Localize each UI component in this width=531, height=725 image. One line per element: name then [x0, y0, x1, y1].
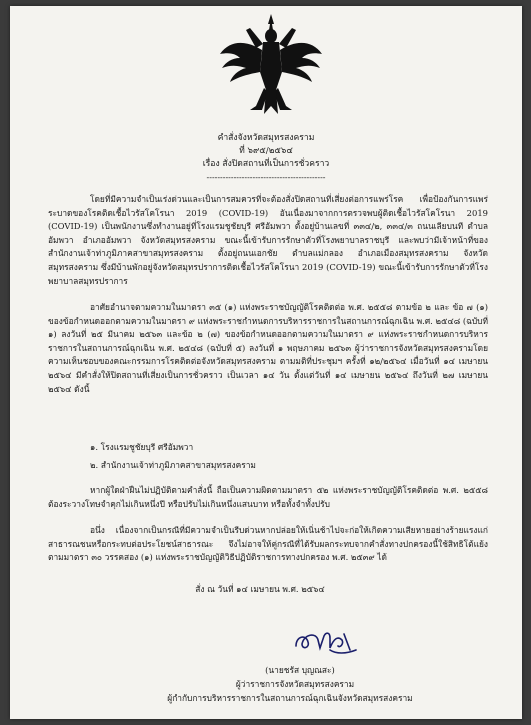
- paragraph-2: อาศัยอำนาจตามความในมาตรา ๓๕ (๑) แห่งพระราชบัญญัติโรคติดต่อ พ.ศ. ๒๕๕๘ ตามข้อ ๒ และ ข้อ ๗ (๑) ของข้อกำหนดออกตามความในมาตรา ๙ แห่งพระราชกำหนดการบริหารราชการในสถานการณ์ฉุกเฉิน พ.ศ. ๒๕๔๘ (ฉบับที่ ๑) ลงวันที่ ๒๕ มีนาคม ๒๕๖๓ และข้อ ๒ (๗) ของข้อกำหนดออกตามความในมาตรา ๙ แห่งพระราชกำหนดการบริหารราชการในสถานการณ์ฉุกเฉิน พ.ศ. ๒๕๔๘ (ฉบับที่ ๕) ลงวันที่ ๑ พฤษภาคม ๒๕๖๓ ผู้ว่าราชการจังหวัดสมุทรสงครามโดยความเห็นชอบของคณะกรรมการโรคติดต่อจังหวัดสมุทรสงคราม ตามมติที่ประชุมฯ ครั้งที่ ๑๒/๒๕๖๔ เมื่อวันที่ ๑๔ เมษายน ๒๕๖๔ มีคำสั่งให้ปิดสถานที่เสี่ยงเป็นการชั่วคราว เป็นเวลา ๑๔ วัน ตั้งแต่วันที่ ๑๔ เมษายน ๒๕๖๔ ถึงวันที่ ๒๗ เมษายน ๒๕๖๔ ดังนี้: [48, 302, 488, 394]
- order-title: คำสั่งจังหวัดสมุทรสงคราม: [217, 133, 315, 143]
- signatory-position: ผู้ว่าราชการจังหวัดสมุทรสงคราม: [235, 679, 355, 689]
- order-number: ที่ ๖๙๕/๒๕๖๔: [239, 146, 293, 156]
- paragraph-1: โดยที่มีความจำเป็นเร่งด่วนและเป็นการสมควรที่จะต้องสั่งปิดสถานที่เสี่ยงต่อการแพร่โรค เพื่อป้องกันการแพร่ระบาดของโรคติดเชื้อไวรัสโคโรนา 2019 (COVID-19) อันเนื่องมาจากการตรวจพบผู้ติดเชื้อไวรัสโคโรนา 2019 (COVID-19) เป็นพนักงานซึ่งทำงานอยู่ที่โรงแรมชูชัยบุรี ศรีอัมพวา ตั้งอยู่บ้านเลขที่ ๓๓๔/๒, ๓๓๔/๓ ถนนเลียบนที ตำบลอัมพวา อำเภออัมพวา จังหวัดสมุทรสงคราม ขณะนี้เข้ารับการรักษาตัวที่โรงพยาบาลราชบุรี และพบว่ามีเจ้าหน้าที่ของสำนักงานเจ้าท่าภูมิภาคสาขาสมุทรสงคราม ตั้งอยู่ถนนเอกชัย ตำบลแม่กลอง อำเภอเมืองสมุทรสงคราม จังหวัดสมุทรสงคราม ซึ่งมีบ้านพักอยู่จังหวัดสมุทรปราการติดเชื้อไวรัสโคโรนา 2019 (COVID-19) ขณะนี้เข้ารับการรักษาตัวที่โรงพยาบาลสมุทรปราการ: [48, 194, 488, 286]
- order-subject: เรื่อง สั่งปิดสถานที่เป็นการชั่วคราว: [202, 159, 330, 169]
- separator-line: --------------------------------------------: [206, 173, 326, 182]
- signatory-emergency-role: ผู้กำกับการบริหารราชการในสถานการณ์ฉุกเฉินจังหวัดสมุทรสงคราม: [167, 693, 413, 703]
- list-item-1: ๑. โรงแรมชูชัยบุรี ศรีอัมพวา: [90, 442, 194, 452]
- paragraph-3: หากผู้ใดฝ่าฝืนไม่ปฏิบัติตามคำสั่งนี้ ถือเป็นความผิดตามมาตรา ๕๒ แห่งพระราชบัญญัติโรคติดต่อ พ.ศ. ๒๕๕๘ ต้องระวางโทษจำคุกไม่เกินหนึ่งปี หรือปรับไม่เกินหนึ่งแสนบาท หรือทั้งจำทั้งปรับ: [48, 485, 488, 509]
- order-date: สั่ง ณ วันที่ ๑๔ เมษายน พ.ศ. ๒๕๖๔: [195, 584, 325, 594]
- list-item-2: ๒. สำนักงานเจ้าท่าภูมิภาคสาขาสมุทรสงคราม: [90, 460, 256, 470]
- signature-mark: [290, 626, 360, 656]
- garuda-emblem-icon: [216, 10, 326, 120]
- signatory-name: (นายชรัส บุญณสะ): [265, 665, 335, 675]
- paragraph-4: อนึ่ง เนื่องจากเป็นกรณีที่มีความจำเป็นรีบด่วนหากปล่อยให้เนิ่นช้าไปจะก่อให้เกิดความเสียหายอย่างร้ายแรงแก่สาธารณชนหรือกระทบต่อประโยชน์สาธารณะ จึงไม่อาจให้คู่กรณีที่ได้รับผลกระทบจากคำสั่งทางปกครองนี้ใช้สิทธิโต้แย้ง ตามมาตรา ๓๐ วรรคสอง (๑) แห่งพระราชบัญญัติวิธีปฏิบัติราชการทางปกครอง พ.ศ. ๒๕๓๙ ได้: [48, 525, 488, 563]
- document-page: [10, 6, 522, 719]
